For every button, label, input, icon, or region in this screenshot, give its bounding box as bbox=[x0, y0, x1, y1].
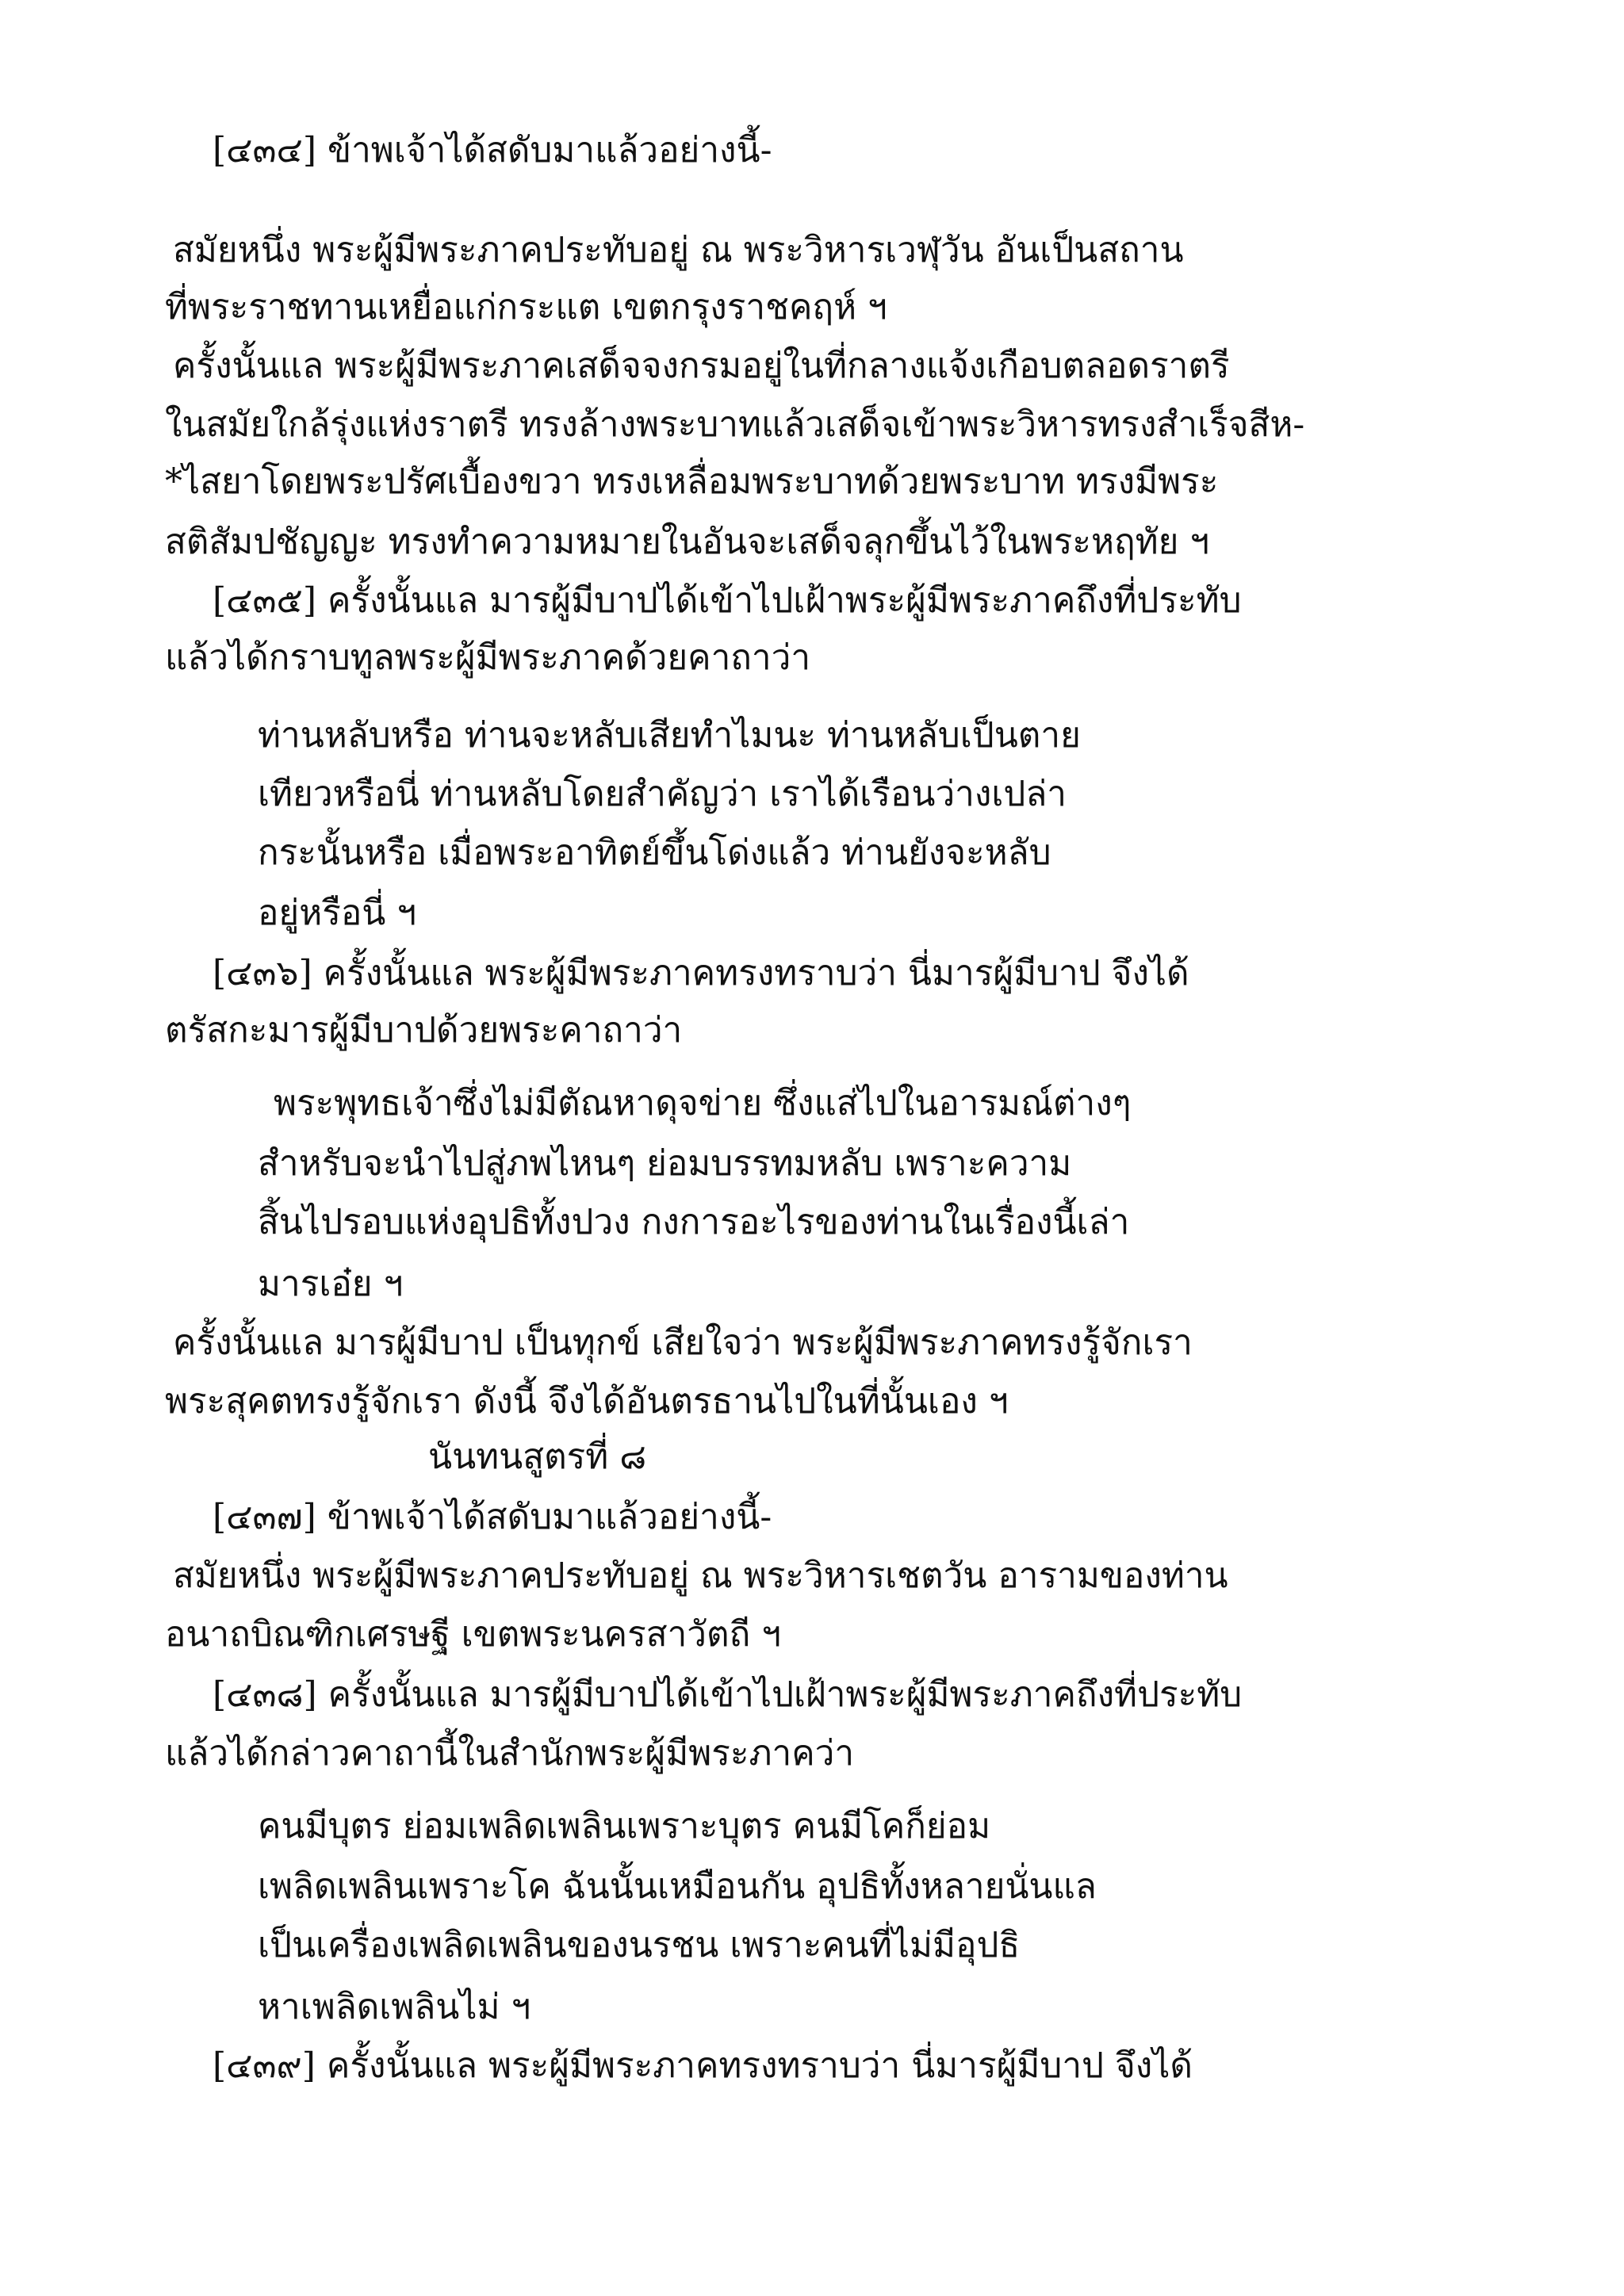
verse-line: คนมีบุตร ย่อมเพลิดเพลินเพราะบุตร คนมีโคก็ย่อม bbox=[258, 1806, 991, 1846]
text-line: [๔๓๖] ครั้งนั้นแล พระผู้มีพระภาคทรงทราบว่า นี่มารผู้มีบาป จึงได้ bbox=[213, 953, 1189, 993]
verse-line: พระพุทธเจ้าซึ่งไม่มีตัณหาดุจข่าย ซึ่งแส่ไปในอารมณ์ต่างๆ bbox=[274, 1083, 1132, 1123]
text-line: สติสัมปชัญญะ ทรงทำความหมายในอันจะเสด็จลุกขึ้นไว้ในพระหฤทัย ฯ bbox=[165, 522, 1210, 562]
text-line: ครั้งนั้นแล พระผู้มีพระภาคเสด็จจงกรมอยู่ในที่กลางแจ้งเกือบตลอดราตรี bbox=[173, 346, 1230, 386]
text-line: [๔๓๘] ครั้งนั้นแล มารผู้มีบาปได้เข้าไปเฝ้าพระผู้มีพระภาคถึงที่ประทับ bbox=[213, 1674, 1243, 1715]
verse-line: เป็นเครื่องเพลิดเพลินของนรชน เพราะคนที่ไม่มีอุปธิ bbox=[258, 1925, 1021, 1965]
text-line: สมัยหนึ่ง พระผู้มีพระภาคประทับอยู่ ณ พระวิหารเชตวัน อารามของท่าน bbox=[173, 1556, 1228, 1596]
verse-line: หาเพลิดเพลินไม่ ฯ bbox=[258, 1987, 531, 2027]
verse-line: สำหรับจะนำไปสู่ภพไหนๆ ย่อมบรรทมหลับ เพราะความ bbox=[258, 1143, 1072, 1184]
verse-line: เพลิดเพลินเพราะโค ฉันนั้นเหมือนกัน อุปธิทั้งหลายนั่นแล bbox=[258, 1866, 1097, 1907]
verse-line: ท่านหลับหรือ ท่านจะหลับเสียทำไมนะ ท่านหลับเป็นตาย bbox=[258, 715, 1081, 756]
text-line: ในสมัยใกล้รุ่งแห่งราตรี ทรงล้างพระบาทแล้วเสด็จเข้าพระวิหารทรงสำเร็จสีห- bbox=[165, 404, 1305, 445]
text-line: ตรัสกะมารผู้มีบาปด้วยพระคาถาว่า bbox=[165, 1010, 683, 1050]
text-line: *ไสยาโดยพระปรัศเบื้องขวา ทรงเหลื่อมพระบาทด้วยพระบาท ทรงมีพระ bbox=[165, 461, 1219, 502]
text-line: ที่พระราชทานเหยื่อแก่กระแต เขตกรุงราชคฤห์ ฯ bbox=[165, 287, 887, 327]
text-line: แล้วได้กล่าวคาถานี้ในสำนักพระผู้มีพระภาคว่า bbox=[165, 1733, 855, 1774]
verse-line: มารเอ๋ย ฯ bbox=[258, 1264, 404, 1304]
verse-line: กระนั้นหรือ เมื่อพระอาทิตย์ขึ้นโด่งแล้ว ท่านยังจะหลับ bbox=[258, 832, 1051, 873]
verse-line: เทียวหรือนี่ ท่านหลับโดยสำคัญว่า เราได้เรือนว่างเปล่า bbox=[258, 774, 1067, 814]
verse-line: สิ้นไปรอบแห่งอุปธิทั้งปวง กงการอะไรของท่านในเรื่องนี้เล่า bbox=[258, 1202, 1130, 1242]
text-line: พระสุคตทรงรู้จักเรา ดังนี้ จึงได้อันตรธานไปในที่นั้นเอง ฯ bbox=[165, 1381, 1009, 1422]
text-line: แล้วได้กราบทูลพระผู้มีพระภาคด้วยคาถาว่า bbox=[165, 637, 811, 678]
text-line: สมัยหนึ่ง พระผู้มีพระภาคประทับอยู่ ณ พระวิหารเวฬุวัน อันเป็นสถาน bbox=[173, 230, 1184, 270]
text-line: [๔๓๕] ครั้งนั้นแล มารผู้มีบาปได้เข้าไปเฝ้าพระผู้มีพระภาคถึงที่ประทับ bbox=[213, 580, 1242, 621]
text-line: [๔๓๗] ข้าพเจ้าได้สดับมาแล้วอย่างนี้- bbox=[213, 1497, 772, 1537]
text-line: [๔๓๙] ครั้งนั้นแล พระผู้มีพระภาคทรงทราบว่า นี่มารผู้มีบาป จึงได้ bbox=[213, 2045, 1193, 2086]
text-line: อนาถบิณฑิกเศรษฐี เขตพระนครสาวัตถี ฯ bbox=[165, 1614, 781, 1655]
section-heading: นันทนสูตรที่ ๘ bbox=[428, 1437, 647, 1477]
text-line: [๔๓๔] ข้าพเจ้าได้สดับมาแล้วอย่างนี้- bbox=[213, 130, 772, 170]
verse-line: อยู่หรือนี่ ฯ bbox=[258, 893, 417, 933]
text-line: ครั้งนั้นแล มารผู้มีบาป เป็นทุกข์ เสียใจว่า พระผู้มีพระภาคทรงรู้จักเรา bbox=[173, 1322, 1193, 1363]
